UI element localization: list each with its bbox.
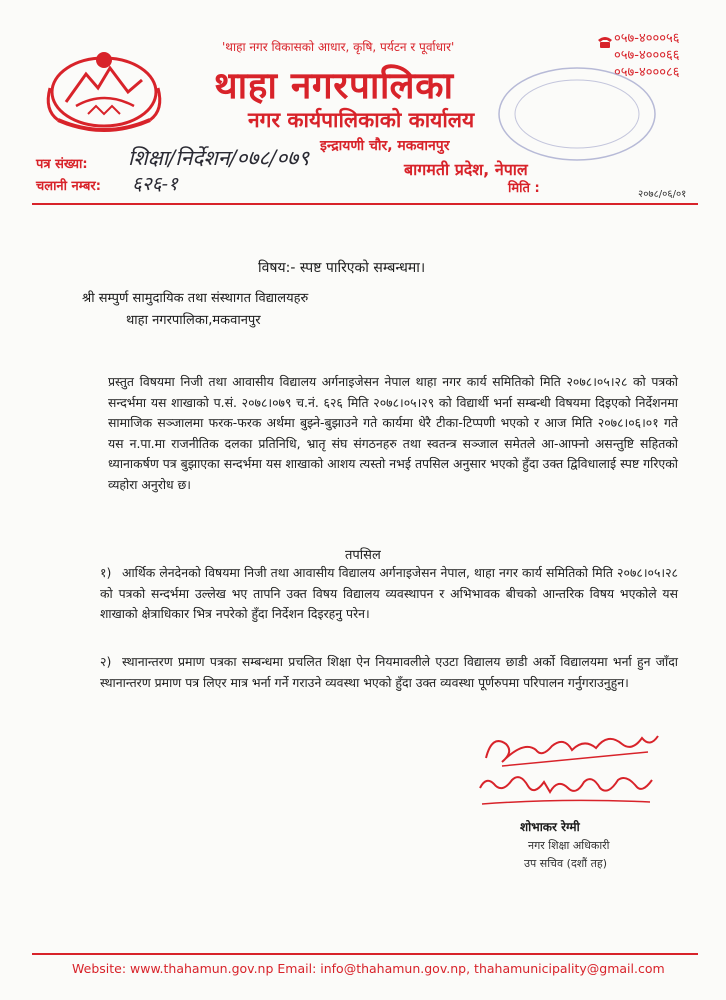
reference-number-label: पत्र संख्या: [36,157,88,172]
date-value: २०७८/०६/०१ [638,189,687,200]
municipality-motto: 'थाहा नगर विकासको आधार, कृषि, पर्यटन र पूर्वाधार' [222,40,455,54]
footer-contact: Website: www.thahamun.gov.np Email: info@thahamun.gov.np, thahamunicipality@gmail.com [72,961,665,976]
detail-item-text: आर्थिक लेनदेनको विषयमा निजी तथा आवासीय विद्यालय अर्गनाइजेसन नेपाल, थाहा नगर कार्य समितिको मिति २०७८।०५।२८ को पत्रको सन्दर्भमा उल्लेख भए तापनि उक्त विषय विद्यालय व्यवस्थापन र अभिभावक बीचको आन्तरिक विषय भएकोले यस शाखाको क्षेत्राधिकार भित्र नपरेको हुँदा निर्देशन दिइरहनु परेन। [100,565,678,622]
dispatch-number-label: चलानी नम्बर: [36,179,101,194]
footer-divider [32,953,698,955]
letter-body: प्रस्तुत विषयमा निजी तथा आवासीय विद्यालय अर्गनाइजेसन नेपाल थाहा नगर कार्य समितिको मिति २०७८।०५।२८ को पत्रको सन्दर्भमा यस शाखाको प.सं. २०७८।०७९ च.नं. ६२६ मिति २०७८।०५।२९ को विद्यार्थी भर्ना सम्बन्धी विषयमा दिइएको निर्देशनमा सामाजिक सञ्जालमा फरक-फरक अर्थमा बुझ्ने-बुझाउने गते कार्यमा धेरै टीका-टिप्पणी भएको र आज मिति २०७८।०६।०१ गते यस न.पा.मा राजनीतिक दलका प्रतिनिधि, भ्रातृ संघ संगठनहरु तथा स्वतन्त्र सञ्जाल समेतले आ-आफ्नो असन्तुष्टि सहितको ध्यानाकर्षण पत्र बुझाएका सन्दर्भमा यस शाखाको आशय त्यस्तो नभई तपसिल अनुसार भएको हुँदा उक्त द्विविधालाई स्पष्ट गरिएको व्यहोरा अनुरोध छ। [108,374,678,492]
detail-item-number: १) [100,565,112,580]
detail-item-number: २) [100,654,112,669]
nepal-emblem-logo [36,40,172,140]
phone-number: ०५७-४०००६६ [614,48,680,63]
municipality-name: थाहा नगरपालिका [214,64,454,107]
detail-item-text: स्थानान्तरण प्रमाण पत्रका सम्बन्धमा प्रचलित शिक्षा ऐन नियमावलीले एउटा विद्यालय छाडी अर्को विद्यालयमा भर्ना हुन जाँदा स्थानान्तरण प्रमाण पत्र लिएर मात्र भर्ना गर्ने गराउने व्यवस्था भएको हुँदा उक्त व्यवस्था पूर्णरुपमा परिपालन गर्नुगराउनुहुन। [100,654,678,690]
reference-number-value: शिक्षा/निर्देशन/०७८/०७९ [128,146,310,170]
office-stamp [492,62,662,166]
phone-number: ०५७-४०००८६ [614,65,680,80]
office-province: बागमती प्रदेश, नेपाल [404,160,528,179]
header-divider [32,203,698,205]
signatory-title: नगर शिक्षा अधिकारी [528,839,610,852]
recipient-line: श्री सम्पुर्ण सामुदायिक तथा संस्थागत विद्यालयहरु [82,291,309,306]
detail-item [100,563,678,625]
signatory-rank: उप सचिव (दशौं तह) [524,857,608,870]
handwritten-signature [472,722,662,818]
phone-number: ०५७-४०००५६ [614,31,680,46]
office-name: नगर कार्यपालिकाको कार्यालय [248,108,475,132]
recipient-address: थाहा नगरपालिका,मकवानपुर [126,313,261,328]
office-address: इन्द्रायणी चौर, मकवानपुर [320,138,450,154]
signatory-name: शोभाकर रेग्मी [520,820,580,834]
details-heading: तपसिल [345,548,381,563]
detail-item [100,652,678,693]
date-label: मिति : [508,181,540,196]
letter-subject: विषय:- स्पष्ट पारिएको सम्बन्धमा। [258,260,426,276]
dispatch-number-value: ६२६-१ [132,173,178,195]
telephone-icon [596,34,614,48]
